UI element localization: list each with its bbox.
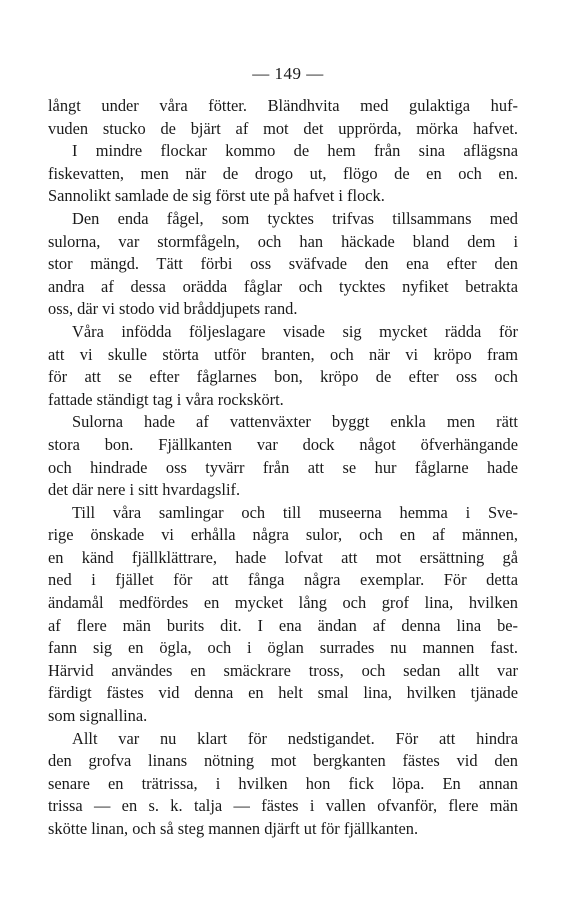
text-line: stora bon. Fjällkanten var dock något öfverhängande [48, 434, 518, 454]
text-line: det där nere i sitt hvardagslif. [48, 480, 241, 500]
text-line: Allt var nu klart för nedstigandet. För att hindra [72, 728, 518, 748]
paragraph [48, 208, 518, 321]
text-line: fann sig en ögla, och i öglan surrades nu mannen fast. [48, 638, 518, 658]
text-line: Våra infödda följeslagare visade sig mycket rädda för [72, 321, 518, 341]
text-line: oss, där vi stodo vid bråddjupets rand. [48, 299, 298, 319]
text-line: Till våra samlingar och till museerna hemma i Sve- [72, 502, 518, 522]
text-line: andra af dessa orädda fåglar och tycktes nyfiket betrakta [48, 276, 518, 296]
text-line: ned i fjället för att fånga några exemplar. För detta [48, 570, 518, 590]
text-line: fiskevatten, men när de drogo ut, flögo de en och en. [48, 163, 518, 183]
body-text [48, 95, 518, 841]
text-line: den grofva linans nötning mot bergkanten fästes vid den [48, 751, 518, 771]
text-line: Den enda fågel, som tycktes trifvas tillsammans med [72, 208, 518, 228]
text-line: färdigt fästes vid denna en helt smal lina, hvilken tjänade [48, 683, 518, 703]
paragraph [48, 728, 518, 841]
text-line: att vi skulle störta utför branten, och när vi kröpo fram [48, 344, 518, 364]
text-line: vuden stucko de bjärt af mot det upprörda, mörka hafvet. [48, 118, 518, 138]
paragraph [48, 411, 518, 501]
text-line: för att se efter fåglarnes bon, kröpo de efter oss och [48, 367, 518, 387]
paragraph [48, 502, 518, 728]
text-line: Sulorna hade af vattenväxter byggt enkla men rätt [72, 412, 518, 432]
text-line: ändamål medfördes en mycket lång och grof lina, hvilken [48, 593, 518, 613]
text-line: fattade ständigt tag i våra rockskört. [48, 389, 284, 409]
text-line: sulorna, var stormfågeln, och han häckade bland dem i [48, 231, 518, 251]
text-line: skötte linan, och så steg mannen djärft ut för fjällkanten. [48, 819, 419, 838]
text-line: af flere män burits dit. I ena ändan af denna lina be- [48, 615, 518, 635]
page-number: — 149 — [252, 64, 324, 83]
text-line: Sannolikt samlade de sig först ute på hafvet i flock. [48, 186, 385, 206]
text-line: senare en trätrissa, i hvilken hon fick löpa. En annan [48, 773, 518, 793]
text-line: I mindre flockar kommo de hem från sina aflägsna [72, 141, 518, 161]
text-line: trissa — en s. k. talja — fästes i vallen ofvanför, flere män [48, 796, 518, 816]
text-line: och hindrade oss tyvärr från att se hur fåglarne hade [48, 457, 518, 477]
paragraph [48, 95, 518, 140]
text-line: som signallina. [48, 706, 148, 726]
text-line: rige önskade vi erhålla några sulor, och en af männen, [48, 525, 518, 545]
text-line: Härvid användes en smäckrare tross, och sedan allt var [48, 660, 518, 680]
paragraph [48, 321, 518, 411]
text-line: en känd fjällklättrare, hade lofvat att mot ersättning gå [48, 547, 518, 567]
paragraph [48, 140, 518, 208]
text-line: stor mängd. Tätt förbi oss sväfvade den ena efter den [48, 254, 518, 274]
text-line: långt under våra fötter. Bländhvita med gulaktiga huf- [48, 96, 518, 115]
